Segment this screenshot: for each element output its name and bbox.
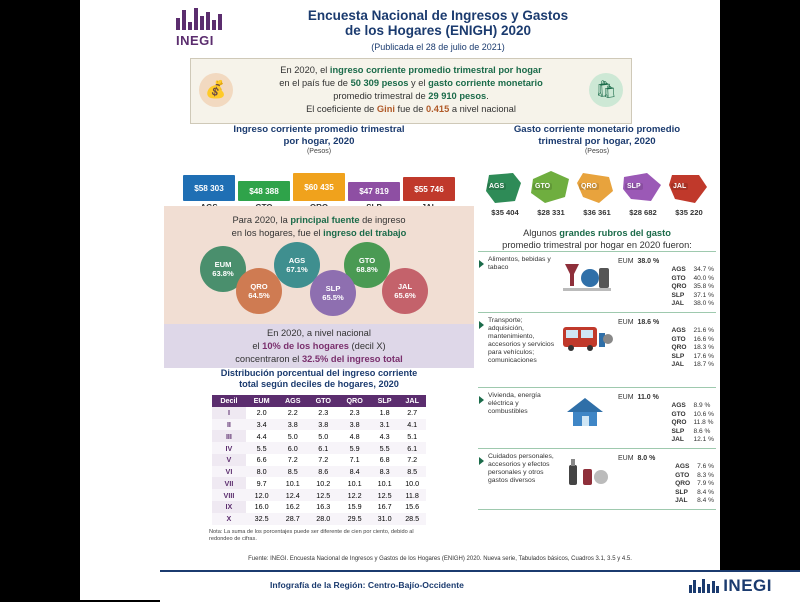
banner-gini-value: 0.415 xyxy=(425,104,450,114)
cell: 8.5 xyxy=(398,466,426,478)
page-title-line2: de los Hogares (ENIGH) 2020 xyxy=(344,23,532,38)
expense-item-values xyxy=(671,327,714,370)
table-row xyxy=(212,430,426,442)
col-gto: GTO xyxy=(308,395,338,407)
expense-value-ags: $35 404 xyxy=(491,208,519,217)
banner-l4a: El coeficiente de xyxy=(306,104,377,114)
col-ags: AGS xyxy=(277,395,308,407)
coin-eum-pct: 63.8% xyxy=(212,269,234,278)
val: 35.8 % xyxy=(693,283,714,291)
income-chart-title-line2: por hogar, 2020 xyxy=(283,136,355,147)
cell: 3.8 xyxy=(339,419,371,431)
bar-gto: $48 388 xyxy=(238,181,290,201)
cell: 28.7 xyxy=(277,513,308,525)
val: 12.1 % xyxy=(693,436,714,444)
decile-highlight-text xyxy=(235,327,402,366)
pink-l2a: en los hogares, fue el xyxy=(231,228,324,238)
coin-jal xyxy=(382,268,428,314)
cell: 7.2 xyxy=(287,455,298,465)
coin-slp-name: SLP xyxy=(325,284,341,293)
cell: 2.2 xyxy=(287,408,298,418)
coin-jal-name: JAL xyxy=(397,282,413,291)
banner-l3c: . xyxy=(486,91,489,101)
coin-eum-name: EUM xyxy=(214,260,232,269)
cell: IX xyxy=(212,501,246,513)
cell: 15.6 xyxy=(405,502,420,512)
val: 38.0 % xyxy=(693,300,714,308)
shopping-bag-icon: 🛍 xyxy=(589,73,623,107)
banner-gini-label: Gini xyxy=(376,104,395,114)
val: 17.6 % xyxy=(693,352,714,360)
banner-l2a: en el país fue de xyxy=(279,78,351,88)
pink-l2b: ingreso del trabajo xyxy=(323,228,407,238)
table-row xyxy=(212,466,426,478)
map-shape-ags-icon xyxy=(483,171,525,205)
cell: IV xyxy=(212,442,246,454)
cell: 11.8 xyxy=(398,489,426,501)
map-tag-gto: GTO xyxy=(535,183,551,190)
val: 40.0 % xyxy=(693,274,714,282)
pink-l1b: principal fuente xyxy=(290,215,360,225)
map-shape-slp-icon xyxy=(621,171,663,205)
expense-chart-title-line1: Gasto corriente monetario promedio xyxy=(513,124,681,135)
cell: 12.0 xyxy=(246,489,278,501)
cell: 7.2 xyxy=(318,455,329,465)
expense-item-values xyxy=(671,266,714,309)
key: SLP xyxy=(675,488,688,496)
key: JAL xyxy=(675,497,688,505)
map-shape-jal-icon xyxy=(667,171,709,205)
triangle-bullet-icon xyxy=(479,260,484,268)
banner-l2b: 50 309 pesos xyxy=(350,78,409,88)
banner-l2d: gasto corriente monetario xyxy=(428,78,543,88)
banner-l3b: 29 910 pesos xyxy=(428,91,487,101)
cell: X xyxy=(212,513,246,525)
cell: VIII xyxy=(212,489,246,501)
cell: III xyxy=(212,430,246,442)
purple-l2b: 10% de los hogares xyxy=(262,340,349,351)
col-slp: SLP xyxy=(371,395,399,407)
key: AGS xyxy=(671,266,686,273)
expense-item-transporte xyxy=(478,312,716,387)
cell: VII xyxy=(212,477,246,489)
summary-banner xyxy=(190,58,632,124)
cell: 7.2 xyxy=(407,455,418,465)
cell: 4.1 xyxy=(398,419,426,431)
infographic-sheet xyxy=(80,0,772,600)
col-decil: Decil xyxy=(212,395,246,407)
table-row xyxy=(212,442,426,454)
cell: 28.5 xyxy=(398,513,426,525)
expense-item-values xyxy=(671,402,714,445)
cell: 5.0 xyxy=(287,431,298,441)
cell: 8.3 xyxy=(371,466,399,478)
coin-ags-name: AGS xyxy=(288,256,306,265)
map-item-slp xyxy=(621,171,665,205)
key: AGS xyxy=(675,463,690,470)
cell: 8.0 xyxy=(246,466,278,478)
decile-table xyxy=(212,395,426,525)
cell: 16.2 xyxy=(285,502,300,512)
val: 8.3 % xyxy=(697,471,714,479)
key: JAL xyxy=(671,300,684,308)
coin-jal-pct: 65.6% xyxy=(394,291,416,300)
expense-item-eum xyxy=(618,392,670,401)
expense-chart-title-line2: trimestral por hogar, 2020 xyxy=(538,136,656,147)
cell: 2.3 xyxy=(349,408,360,418)
expense-item-label: Vivienda, energía eléctrica y combustibles xyxy=(488,392,541,415)
cell: 2.3 xyxy=(318,408,329,418)
coin-gto-name: GTO xyxy=(358,256,376,265)
cell: 28.0 xyxy=(308,513,338,525)
val: 16.6 % xyxy=(693,335,714,343)
cell: 12.4 xyxy=(277,489,308,501)
triangle-bullet-icon xyxy=(479,396,484,404)
cell: 10.1 xyxy=(347,478,362,488)
table-row xyxy=(212,477,426,489)
bar-slp: $47 819 xyxy=(348,182,400,201)
coin-qro-name: QRO xyxy=(250,282,268,291)
key: QRO xyxy=(671,419,687,427)
cell: 5.5 xyxy=(371,442,399,454)
cell: 12.5 xyxy=(308,489,338,501)
house-icon xyxy=(556,392,618,434)
expense-chart-title xyxy=(478,124,716,148)
cell: 9.7 xyxy=(256,478,267,488)
expense-chart-unit: (Pesos) xyxy=(584,148,610,155)
map-tag-ags: AGS xyxy=(489,183,505,190)
decile-highlight-block xyxy=(164,324,474,368)
purple-l2a: el xyxy=(252,340,263,351)
coin-ags-pct: 67.1% xyxy=(286,265,308,274)
coin-qro-pct: 64.5% xyxy=(248,291,270,300)
val: 8.4 % xyxy=(697,488,714,496)
expense-item-cuidados xyxy=(478,448,716,510)
rt-a: Algunos xyxy=(523,228,560,238)
cell: 5.9 xyxy=(339,442,371,454)
key: GTO xyxy=(671,335,686,343)
cell: 4.4 xyxy=(256,431,267,441)
table-header-row xyxy=(212,395,426,407)
eum-value: 38.0 % xyxy=(637,258,660,265)
personal-care-icon xyxy=(556,453,618,495)
income-chart-unit: (Pesos) xyxy=(306,148,332,155)
table-row xyxy=(212,501,426,513)
cell: 2.7 xyxy=(407,408,418,418)
right-column xyxy=(478,124,716,510)
income-bar-chart xyxy=(164,159,474,201)
triangle-bullet-icon xyxy=(479,321,484,329)
cell: 5.0 xyxy=(318,431,329,441)
purple-l3b: 32.5% del ingreso total xyxy=(301,353,403,364)
footer-logo-bars-icon xyxy=(689,579,720,593)
income-chart-title xyxy=(164,124,474,148)
expense-item-label: Alimentos, bebidas y tabaco xyxy=(488,256,551,271)
cell: VI xyxy=(212,466,246,478)
eum-value: 18.6 % xyxy=(637,319,660,326)
bar-jal: $55 746 xyxy=(403,177,455,201)
logo-bars-icon xyxy=(176,8,238,30)
expense-value-gto: $28 331 xyxy=(537,208,565,217)
decile-table-block xyxy=(164,368,474,543)
pink-l1c: de ingreso xyxy=(359,215,406,225)
cell: 3.4 xyxy=(246,419,278,431)
val: 18.7 % xyxy=(693,361,714,369)
decile-table-title xyxy=(164,368,474,390)
key: GTO xyxy=(671,274,686,282)
purple-l2c: (decil X) xyxy=(348,340,386,351)
key: JAL xyxy=(671,361,684,369)
expense-value-slp: $28 682 xyxy=(629,208,657,217)
left-column xyxy=(164,124,474,212)
map-tag-qro: QRO xyxy=(581,183,597,190)
purple-l3a: concentraron el xyxy=(235,353,302,364)
expense-items-title xyxy=(478,227,716,251)
coin-slp-pct: 65.5% xyxy=(322,293,344,302)
cell: 3.1 xyxy=(371,419,399,431)
table-row xyxy=(212,454,426,466)
cell: 5.1 xyxy=(407,431,418,441)
expense-item-vivienda xyxy=(478,387,716,448)
cell: 10.0 xyxy=(405,478,420,488)
eum-label: EUM xyxy=(618,319,634,326)
col-jal: JAL xyxy=(398,395,426,407)
key: SLP xyxy=(671,291,685,299)
page-title xyxy=(248,8,628,38)
eum-label: EUM xyxy=(618,455,634,462)
key: SLP xyxy=(671,352,685,360)
pink-l1a: Para 2020, la xyxy=(232,215,291,225)
cell: 29.5 xyxy=(339,513,371,525)
food-drink-icon xyxy=(556,256,618,298)
val: 10.6 % xyxy=(693,410,714,418)
eum-value: 8.0 % xyxy=(637,455,656,462)
eum-value: 11.0 % xyxy=(637,394,659,401)
cell: II xyxy=(212,419,246,431)
expense-map-values xyxy=(478,208,716,217)
page-title-line1: Encuesta Nacional de Ingresos y Gastos xyxy=(307,8,569,23)
purple-l1: En 2020, a nivel nacional xyxy=(267,327,371,338)
cell: 2.0 xyxy=(256,408,267,418)
income-source-block xyxy=(164,206,474,324)
cell: 16.7 xyxy=(377,502,392,512)
bar-qro: $60 435 xyxy=(293,173,345,201)
banner-l2c: y el xyxy=(408,78,429,88)
key: QRO xyxy=(671,283,687,291)
cell: 6.6 xyxy=(256,455,267,465)
key: JAL xyxy=(671,436,684,444)
banner-l1a: En 2020, el xyxy=(280,65,330,75)
expense-item-label: Transporte; adquisición, mantenimiento, accesorios y servicios para vehículos; comunicaciones xyxy=(488,317,555,364)
key: QRO xyxy=(671,344,687,352)
map-tag-slp: SLP xyxy=(627,183,641,190)
table-row xyxy=(212,419,426,431)
page-subtitle: (Publicada el 28 de julio de 2021) xyxy=(371,42,505,52)
cell: 6.1 xyxy=(308,442,338,454)
inegi-logo-icon xyxy=(176,8,238,52)
key: GTO xyxy=(671,410,686,418)
cell: 5.5 xyxy=(246,442,278,454)
val: 18.3 % xyxy=(693,344,714,352)
cell: 16.0 xyxy=(254,502,269,512)
expense-item-label: Cuidados personales, accesorios y efectos personales y otros gastos diversos xyxy=(488,453,554,484)
expense-map-chart xyxy=(478,161,716,205)
expense-item-eum xyxy=(618,317,670,326)
table-note: Nota: La suma de los porcentajes puede ser diferente de cien por ciento, debido al redondeo de cifras. xyxy=(209,528,414,542)
val: 37.1 % xyxy=(693,291,714,299)
expense-item-alimentos xyxy=(478,251,716,312)
cell: 10.2 xyxy=(316,478,331,488)
cell: 6.8 xyxy=(379,455,390,465)
expense-value-qro: $36 361 xyxy=(583,208,611,217)
cell: 4.8 xyxy=(349,431,360,441)
val: 11.8 % xyxy=(693,419,714,427)
footer xyxy=(160,570,800,602)
footer-logo-wordmark: INEGI xyxy=(723,576,772,595)
cell: 6.0 xyxy=(277,442,308,454)
logo-wordmark: INEGI xyxy=(176,33,214,48)
val: 21.6 % xyxy=(693,327,714,334)
cell: 4.3 xyxy=(379,431,390,441)
cell: 32.5 xyxy=(246,513,278,525)
income-source-coins xyxy=(164,242,474,316)
banner-l4e: a nivel nacional xyxy=(449,104,516,114)
cell: 12.2 xyxy=(339,489,371,501)
banner-l3a: promedio trimestral de xyxy=(333,91,429,101)
bar-ags: $58 303 xyxy=(183,175,235,201)
cell: 7.1 xyxy=(349,455,360,465)
key: GTO xyxy=(675,471,690,479)
hand-coin-icon: 💰 xyxy=(199,73,233,107)
table-row xyxy=(212,489,426,501)
footer-text: Infografía de la Región: Centro-Bajío-Occidente xyxy=(270,580,464,590)
expense-item-eum xyxy=(618,256,670,265)
decile-table-title-line2: total según deciles de hogares, 2020 xyxy=(239,379,399,389)
map-item-gto xyxy=(529,171,573,205)
source-note: Fuente: INEGI. Encuesta Nacional de Ingresos y Gastos de los Hogares (ENIGH) 2020. Nueva serie, Tabulados básicos, Cuadros 3.1, 3.5 y 4.5. xyxy=(248,556,632,562)
map-item-jal xyxy=(667,171,711,205)
cell: 8.6 xyxy=(308,466,338,478)
coin-qro xyxy=(236,268,282,314)
map-item-ags xyxy=(483,171,527,205)
key: QRO xyxy=(675,480,691,488)
cell: I xyxy=(212,407,246,419)
cell: 16.3 xyxy=(316,502,331,512)
map-shape-gto-icon xyxy=(529,171,571,205)
table-row xyxy=(212,513,426,525)
cell: 8.4 xyxy=(339,466,371,478)
cell: 31.0 xyxy=(371,513,399,525)
cell: 3.8 xyxy=(308,419,338,431)
key: AGS xyxy=(671,327,686,334)
col-qro: QRO xyxy=(339,395,371,407)
val: 7.9 % xyxy=(697,480,714,488)
cell: 10.1 xyxy=(285,478,300,488)
expense-value-jal: $35 220 xyxy=(675,208,703,217)
cell: 10.1 xyxy=(377,478,392,488)
income-source-text xyxy=(164,206,474,240)
cell: 15.9 xyxy=(347,502,362,512)
banner-l4c: fue de xyxy=(394,104,426,114)
val: 34.7 % xyxy=(693,266,714,273)
map-tag-jal: JAL xyxy=(673,183,687,190)
table-row xyxy=(212,407,426,419)
key: AGS xyxy=(671,402,686,409)
cell: V xyxy=(212,454,246,466)
summary-banner-text xyxy=(241,64,581,116)
val: 8.9 % xyxy=(693,402,711,409)
map-shape-qro-icon xyxy=(575,171,617,205)
val: 8.6 % xyxy=(693,427,711,435)
triangle-bullet-icon xyxy=(479,457,484,465)
key: SLP xyxy=(671,427,685,435)
rt-c: promedio trimestral por hogar en 2020 fueron: xyxy=(502,240,692,250)
cell: 1.8 xyxy=(379,408,390,418)
decile-table-title-line1: Distribución porcentual del ingreso corriente xyxy=(220,368,418,378)
expense-item-values xyxy=(675,463,714,506)
coin-slp xyxy=(310,270,356,316)
table-body xyxy=(212,407,426,525)
banner-l1b: ingreso corriente promedio trimestral por hogar xyxy=(329,65,542,75)
rt-b: grandes rubros del gasto xyxy=(559,228,671,238)
col-eum: EUM xyxy=(246,395,278,407)
income-chart-title-line1: Ingreso corriente promedio trimestral xyxy=(233,124,405,135)
val: 8.4 % xyxy=(697,497,714,505)
expense-item-eum xyxy=(618,453,670,462)
val: 7.6 % xyxy=(697,463,714,470)
header xyxy=(80,0,720,58)
map-item-qro xyxy=(575,171,619,205)
cell: 6.1 xyxy=(398,442,426,454)
eum-label: EUM xyxy=(618,258,634,265)
cell: 3.8 xyxy=(277,419,308,431)
footer-inegi-logo-icon xyxy=(689,576,772,596)
coin-gto-pct: 68.8% xyxy=(356,265,378,274)
bus-icon xyxy=(556,317,618,359)
eum-label: EUM xyxy=(618,394,634,401)
cell: 8.5 xyxy=(277,466,308,478)
cell: 12.5 xyxy=(371,489,399,501)
